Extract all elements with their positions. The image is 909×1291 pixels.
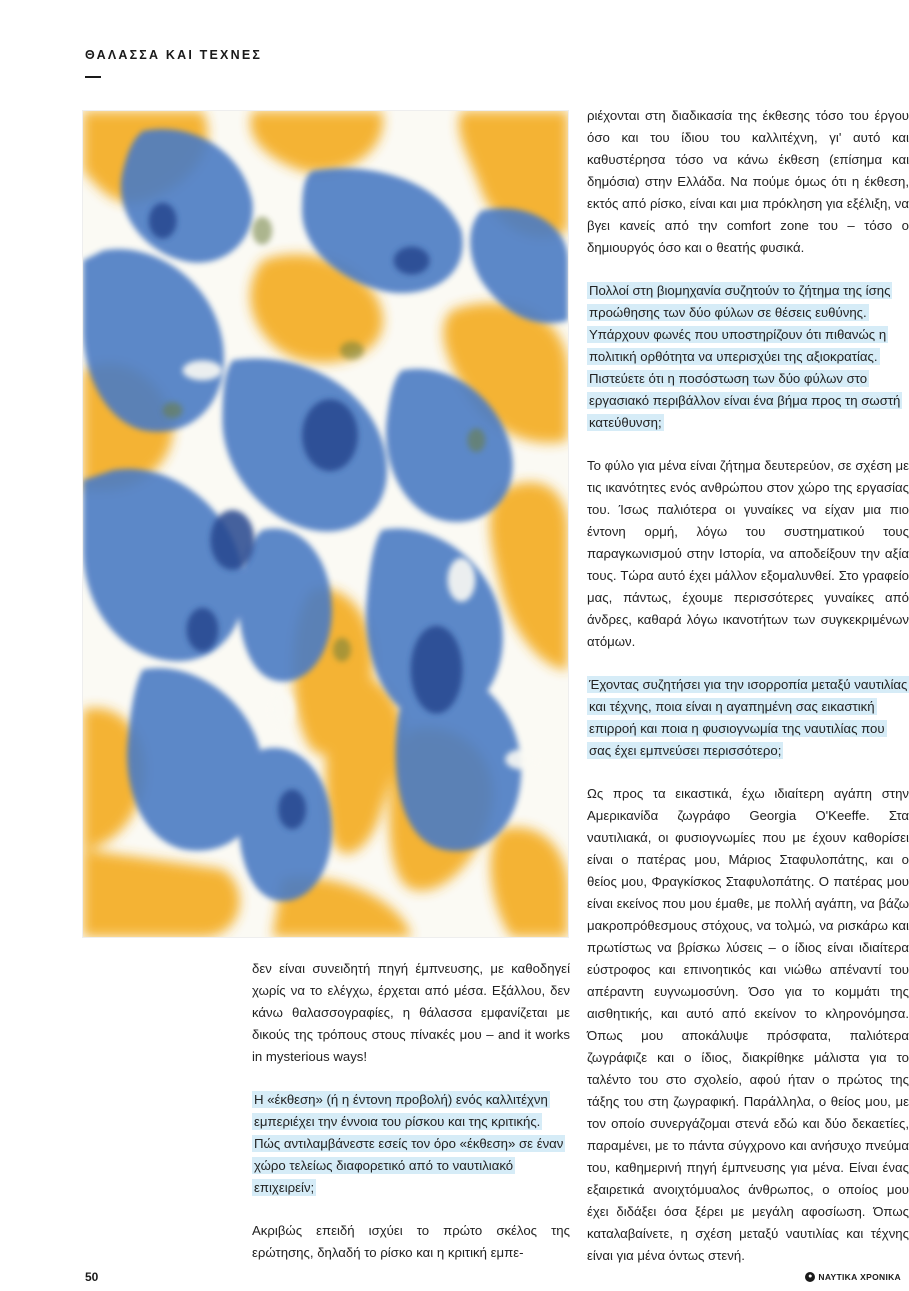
question-highlight: Η «έκθεση» (ή η έντονη προβολή) ενός καλλιτέχνη εμπεριέχει την έννοια του ρίσκου και της κριτικής. Πώς αντιλαμβάνεστε εσείς τον όρο «έκθεση» σε έναν χώρο τελείως διαφορετικό από το ναυτιλιακό επιχειρείν; (254, 1092, 564, 1195)
question-paragraph (587, 674, 909, 762)
brand-name: ΝΑΥΤΙΚΑ ΧΡΟΝΙΚΑ (818, 1272, 901, 1282)
brand-logo (805, 1272, 901, 1282)
left-text-column (252, 958, 570, 1285)
question-paragraph (587, 280, 909, 434)
paragraph: ριέχονται στη διαδικασία της έκθεσης τόσο του έργου όσο και του ίδιου του καλλιτέχνη, γι' αυτό και καθυστέρησα τόσο να κάνω έκθεση (επίσημα και δημόσια) στην Ελλάδα. Να πούμε όμως ότι η έκθεση, εκτός από ρίσκο, είναι και μια πρόκληση για εξέλιξη, να βγει κανείς από την comfort zone του – τόσο ο δημιουργός όσο και ο θεατής φυσικά. (587, 108, 909, 255)
section-title: ΘΑΛΑΣΣΑ ΚΑΙ ΤΕΧΝΕΣ (85, 48, 263, 62)
paragraph: δεν είναι συνειδητή πηγή έμπνευσης, με καθοδηγεί χωρίς να το ελέγχω, έρχεται από μέσα. Εξάλλου, δεν κάνω θαλασσογραφίες, η θάλασσα εμφανίζεται με δικούς της τρόπους στους πίνακές μου – and it works in mysterious ways! (252, 961, 570, 1064)
question-highlight: Έχοντας συζητήσει για την ισορροπία μεταξύ ναυτιλίας και τέχνης, ποια είναι η αγαπημένη σας εικαστική επιρροή και ποια η φυσιογνωμία της ναυτιλίας που σας έχει εμπνεύσει περισσότερο; (589, 677, 908, 758)
paragraph: Το φύλο για μένα είναι ζήτημα δευτερεύον, σε σχέση με τις ικανότητες ενός ανθρώπου στον χώρο της εργασίας του. Ίσως παλιότερα οι γυναίκες να είχαν μια πιο έντονη ορμή, λόγω του συστηματικού τους παραγκωνισμού στην Ιστορία, να αποδείξουν την αξία τους. Τώρα αυτό έχει μάλλον εξομαλυνθεί. Στο γραφείο μας, πάντως, έχουμε περισσότερες γυναίκες από άνδρες, καθαρά λόγω ικανοτήτων των συγκεκριμένων ατόμων. (587, 458, 909, 649)
right-text-column (587, 105, 909, 1288)
paragraph: Ως προς τα εικαστικά, έχω ιδιαίτερη αγάπη στην Αμερικανίδα ζωγράφο Georgia O'Keeffe. Στα ναυτιλιακά, οι φυσιογνωμίες που με έχουν καθορίσει είναι ο πατέρας μου, Μάριος Σταφυλοπάτης, και ο θείος μου, Φραγκίσκος Σταφυλοπάτης. Ο πατέρας μου είναι εκείνος που μου έμαθε, με πολλή αγάπη, να βάζω μακροπρόθεσμους στόχους, να τολμώ, να ρισκάρω και πρωτίστως να βρίσκω λύσεις – ο ίδιος είναι ιδιαίτερα εύστροφος και επινοητικός και νιώθω απέναντί του απέραντη ευγνωμοσύνη. Όσο για το κομμάτι της αισθητικής, και αυτό από εκείνον το κληρονόμησα. Όπως μου αποκάλυψε πρόσφατα, παλιότερα ζωγράφιζε και ο ίδιος, διακρίθηκε μάλιστα για το ταλέντο του στο σχολείο, αφού ήταν ο πρώτος της τάξης του στη ζωγραφική. Παράλληλα, ο θείος μου, με τον οποίο συνεργάζομαι στενά εδώ και δύο δεκαετίες, παραμένει, με το πάντα σύγχρονο και ανήσυχο πνεύμα του, καθημερινή πηγή έμπνευσης για μένα. Είναι ένας εξαιρετικά ανοιχτόμυαλος άνθρωπος, ο οποίος μου έχει διδάξει όσα ξέρει με μεγάλη αφοσίωση. Όπως καταλαβαίνετε, η σχέση μεταξύ ναυτιλίας και τέχνης είναι για μένα όντως στενή. (587, 786, 909, 1263)
question-highlight: Πολλοί στη βιομηχανία συζητούν το ζήτημα της ίσης προώθησης των δύο φύλων σε θέσεις ευθύνης. Υπάρχουν φωνές που υποστηρίζουν ότι πιθανώς η πολιτική ορθότητα να υπερισχύει της αξιοκρατίας. Πιστεύετε ότι η ποσόστωση των δύο φύλων στο εργασιακό περιβάλλον είναι ένα βήμα προς τη σωστή κατεύθυνση; (589, 283, 901, 430)
abstract-watercolor-image (83, 111, 568, 937)
page-number: 50 (85, 1270, 99, 1284)
title-rule (85, 76, 101, 78)
paragraph: Ακριβώς επειδή ισχύει το πρώτο σκέλος της ερώτησης, δηλαδή το ρίσκο και η κριτική εμπε- (252, 1223, 570, 1260)
circle-logo-icon: ● (805, 1272, 815, 1282)
question-paragraph (252, 1089, 570, 1199)
artwork-painting (82, 110, 569, 938)
